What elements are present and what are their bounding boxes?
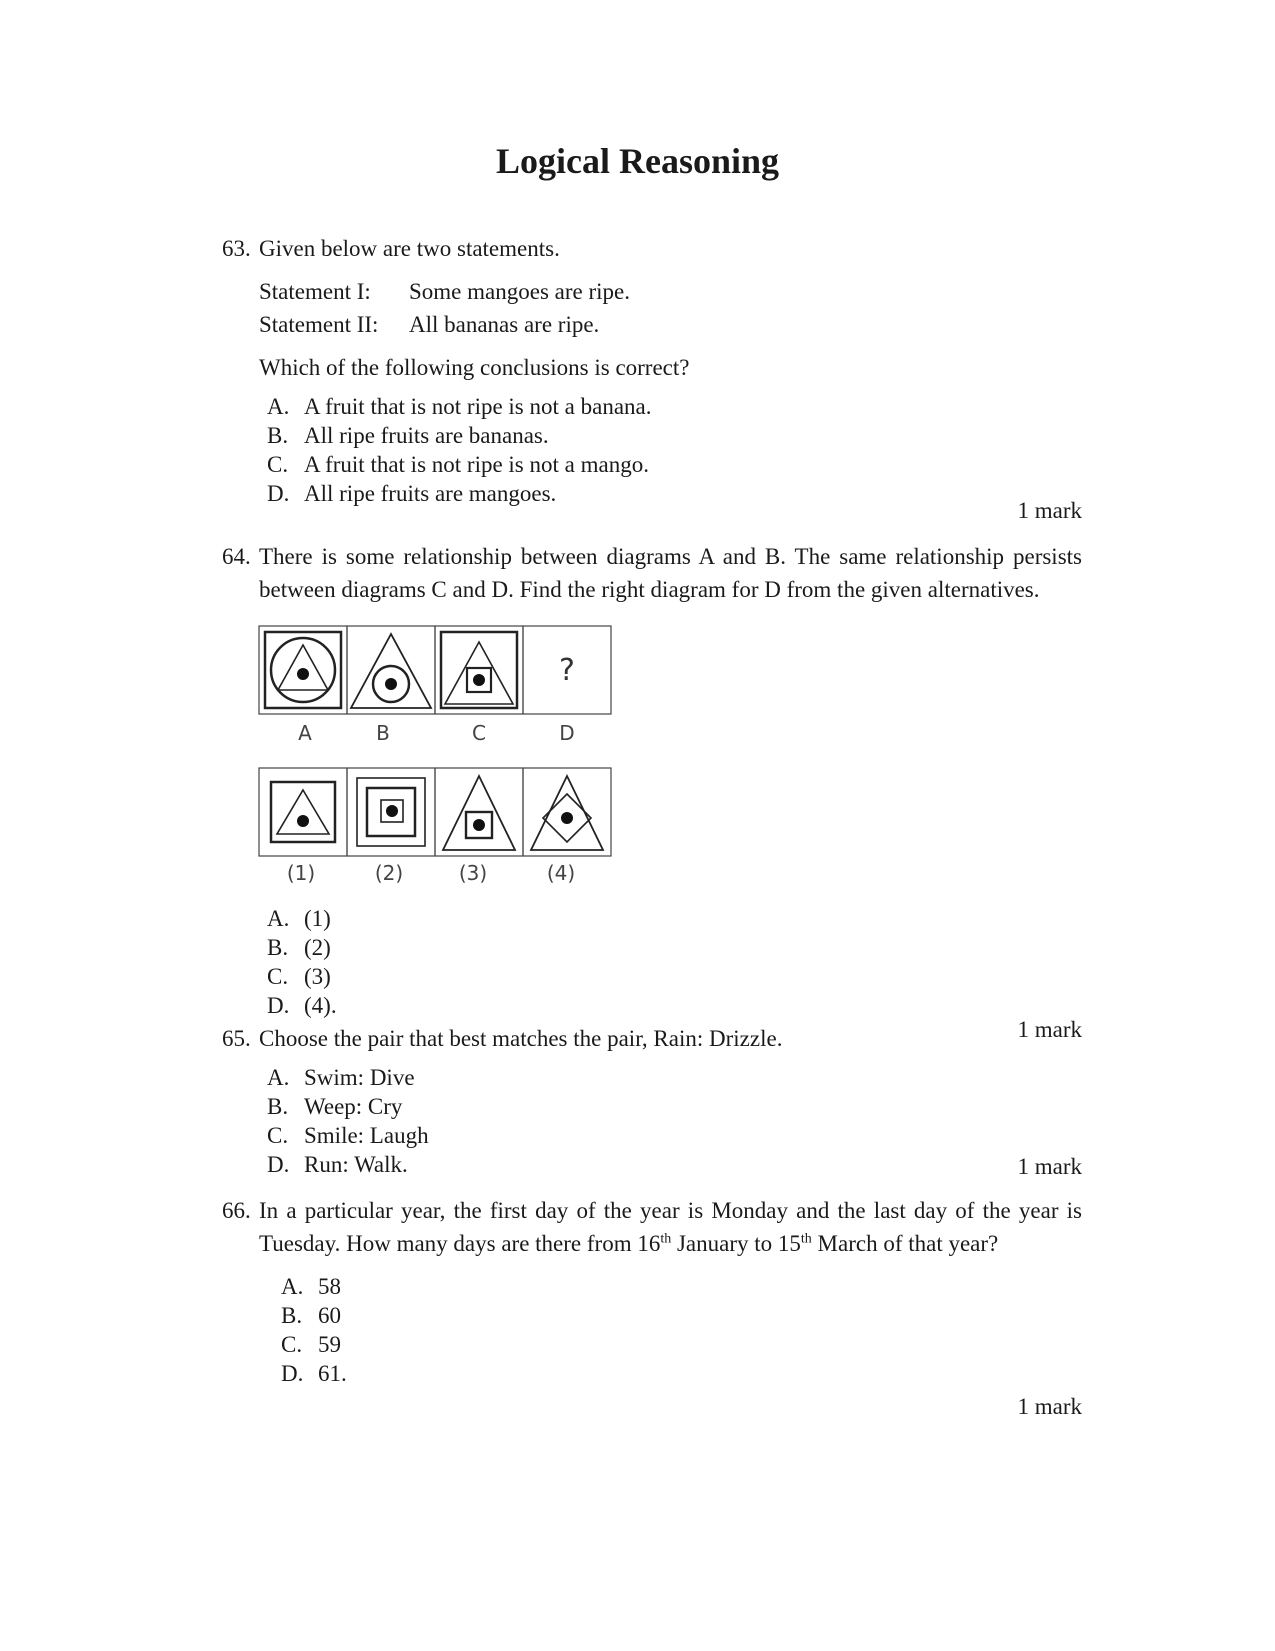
mark-label: 1 mark xyxy=(1017,498,1082,523)
option-text: (2) xyxy=(304,935,331,960)
diagram-b xyxy=(351,634,431,708)
label-4: (4) xyxy=(546,861,576,885)
option-text: All ripe fruits are bananas. xyxy=(304,423,549,448)
option-b xyxy=(281,1301,1082,1330)
label-3: (3) xyxy=(458,861,488,885)
question-66 xyxy=(222,1194,1082,1419)
question-65 xyxy=(222,1022,1082,1179)
statement-2 xyxy=(259,308,1082,341)
option-letter: A. xyxy=(267,394,290,419)
statement-label: Statement I: xyxy=(259,279,371,304)
option-d xyxy=(267,479,1082,508)
question-63 xyxy=(222,232,1082,523)
page-title: Logical Reasoning xyxy=(495,141,780,181)
option-letter: C. xyxy=(267,452,289,477)
label-2: (2) xyxy=(374,861,404,885)
dot xyxy=(561,812,573,824)
option-letter: C. xyxy=(267,964,289,989)
option-c xyxy=(267,962,1082,991)
label-a: A xyxy=(298,721,312,745)
diagram-c xyxy=(441,632,517,708)
dot xyxy=(385,678,397,690)
options-list xyxy=(267,904,1082,1020)
question-prompt: There is some relationship between diagrams A and B. The same relationship persists between diagrams C and D. Find the right diagram for D from the given alternatives. xyxy=(259,544,1082,602)
diagram-option-3 xyxy=(443,776,515,850)
label-b: B xyxy=(376,721,390,745)
label-c: C xyxy=(472,721,486,745)
dot xyxy=(297,815,309,827)
option-text: A fruit that is not ripe is not a banana. xyxy=(304,394,652,419)
option-letter: C. xyxy=(281,1332,303,1357)
option-letter: A. xyxy=(281,1274,304,1299)
question-prompt: Given below are two statements. xyxy=(259,236,560,261)
option-a xyxy=(267,904,1082,933)
option-d xyxy=(281,1359,1082,1388)
option-letter: A. xyxy=(267,1065,290,1090)
label-d: D xyxy=(559,721,575,745)
option-text: (4). xyxy=(304,993,337,1018)
mark-label: 1 mark xyxy=(1017,1154,1082,1179)
option-text: 58 xyxy=(318,1274,341,1299)
option-text: (3) xyxy=(304,964,331,989)
question-number: 65. xyxy=(222,1026,251,1051)
option-d xyxy=(267,991,1082,1020)
statement-label: Statement II: xyxy=(259,312,379,337)
option-a xyxy=(267,1063,1082,1092)
dot xyxy=(297,668,309,680)
option-text: A fruit that is not ripe is not a mango. xyxy=(304,452,649,477)
cell-c xyxy=(435,626,523,714)
mark-label: 1 mark xyxy=(1017,1017,1082,1042)
option-c xyxy=(267,1121,1082,1150)
option-b xyxy=(267,421,1082,450)
option-text: 59 xyxy=(318,1332,341,1357)
mark-label: 1 mark xyxy=(1017,1394,1082,1419)
option-b xyxy=(267,1092,1082,1121)
option-text: Run: Walk. xyxy=(304,1152,408,1177)
option-letter: C. xyxy=(267,1123,289,1148)
option-text: 60 xyxy=(318,1303,341,1328)
option-text: 61. xyxy=(318,1361,347,1386)
option-d xyxy=(267,1150,1082,1179)
dot xyxy=(386,805,398,817)
option-letter: B. xyxy=(267,935,289,960)
option-a xyxy=(281,1272,1082,1301)
dot xyxy=(473,819,485,831)
option-letter: D. xyxy=(267,481,290,506)
option-letter: B. xyxy=(267,1094,289,1119)
diagram-figure xyxy=(257,624,617,894)
option-a xyxy=(267,392,1082,421)
statement-text: Some mangoes are ripe. xyxy=(409,279,630,304)
options-list xyxy=(267,1063,1082,1179)
question-ask: Which of the following conclusions is correct? xyxy=(259,355,690,380)
option-letter: B. xyxy=(281,1303,303,1328)
option-text: Smile: Laugh xyxy=(304,1123,429,1148)
diagram-option-1 xyxy=(271,782,335,842)
option-text: Swim: Dive xyxy=(304,1065,415,1090)
label-1: (1) xyxy=(286,861,316,885)
question-prompt: Choose the pair that best matches the pair, Rain: Drizzle. xyxy=(259,1026,783,1051)
statement-text: All bananas are ripe. xyxy=(409,312,600,337)
option-c xyxy=(267,450,1082,479)
question-mark: ? xyxy=(559,653,575,688)
option-letter: D. xyxy=(281,1361,304,1386)
question-number: 63. xyxy=(222,236,251,261)
option-text: (1) xyxy=(304,906,331,931)
option-letter: D. xyxy=(267,1152,290,1177)
statement-1 xyxy=(259,275,1082,308)
option-c xyxy=(281,1330,1082,1359)
option-letter: B. xyxy=(267,423,289,448)
options-list xyxy=(281,1272,1082,1388)
question-prompt: In a particular year, the first day of the year is Monday and the last day of the year is Tuesday. How many days are there from 16th January to 15th March of that year? xyxy=(259,1198,1082,1256)
options-list xyxy=(267,392,1082,508)
option-b xyxy=(267,933,1082,962)
dot xyxy=(473,674,485,686)
option-letter: D. xyxy=(267,993,290,1018)
option-text: All ripe fruits are mangoes. xyxy=(304,481,557,506)
option-text: Weep: Cry xyxy=(304,1094,403,1119)
option-letter: A. xyxy=(267,906,290,931)
question-number: 64. xyxy=(222,544,251,569)
question-number: 66. xyxy=(222,1198,251,1223)
